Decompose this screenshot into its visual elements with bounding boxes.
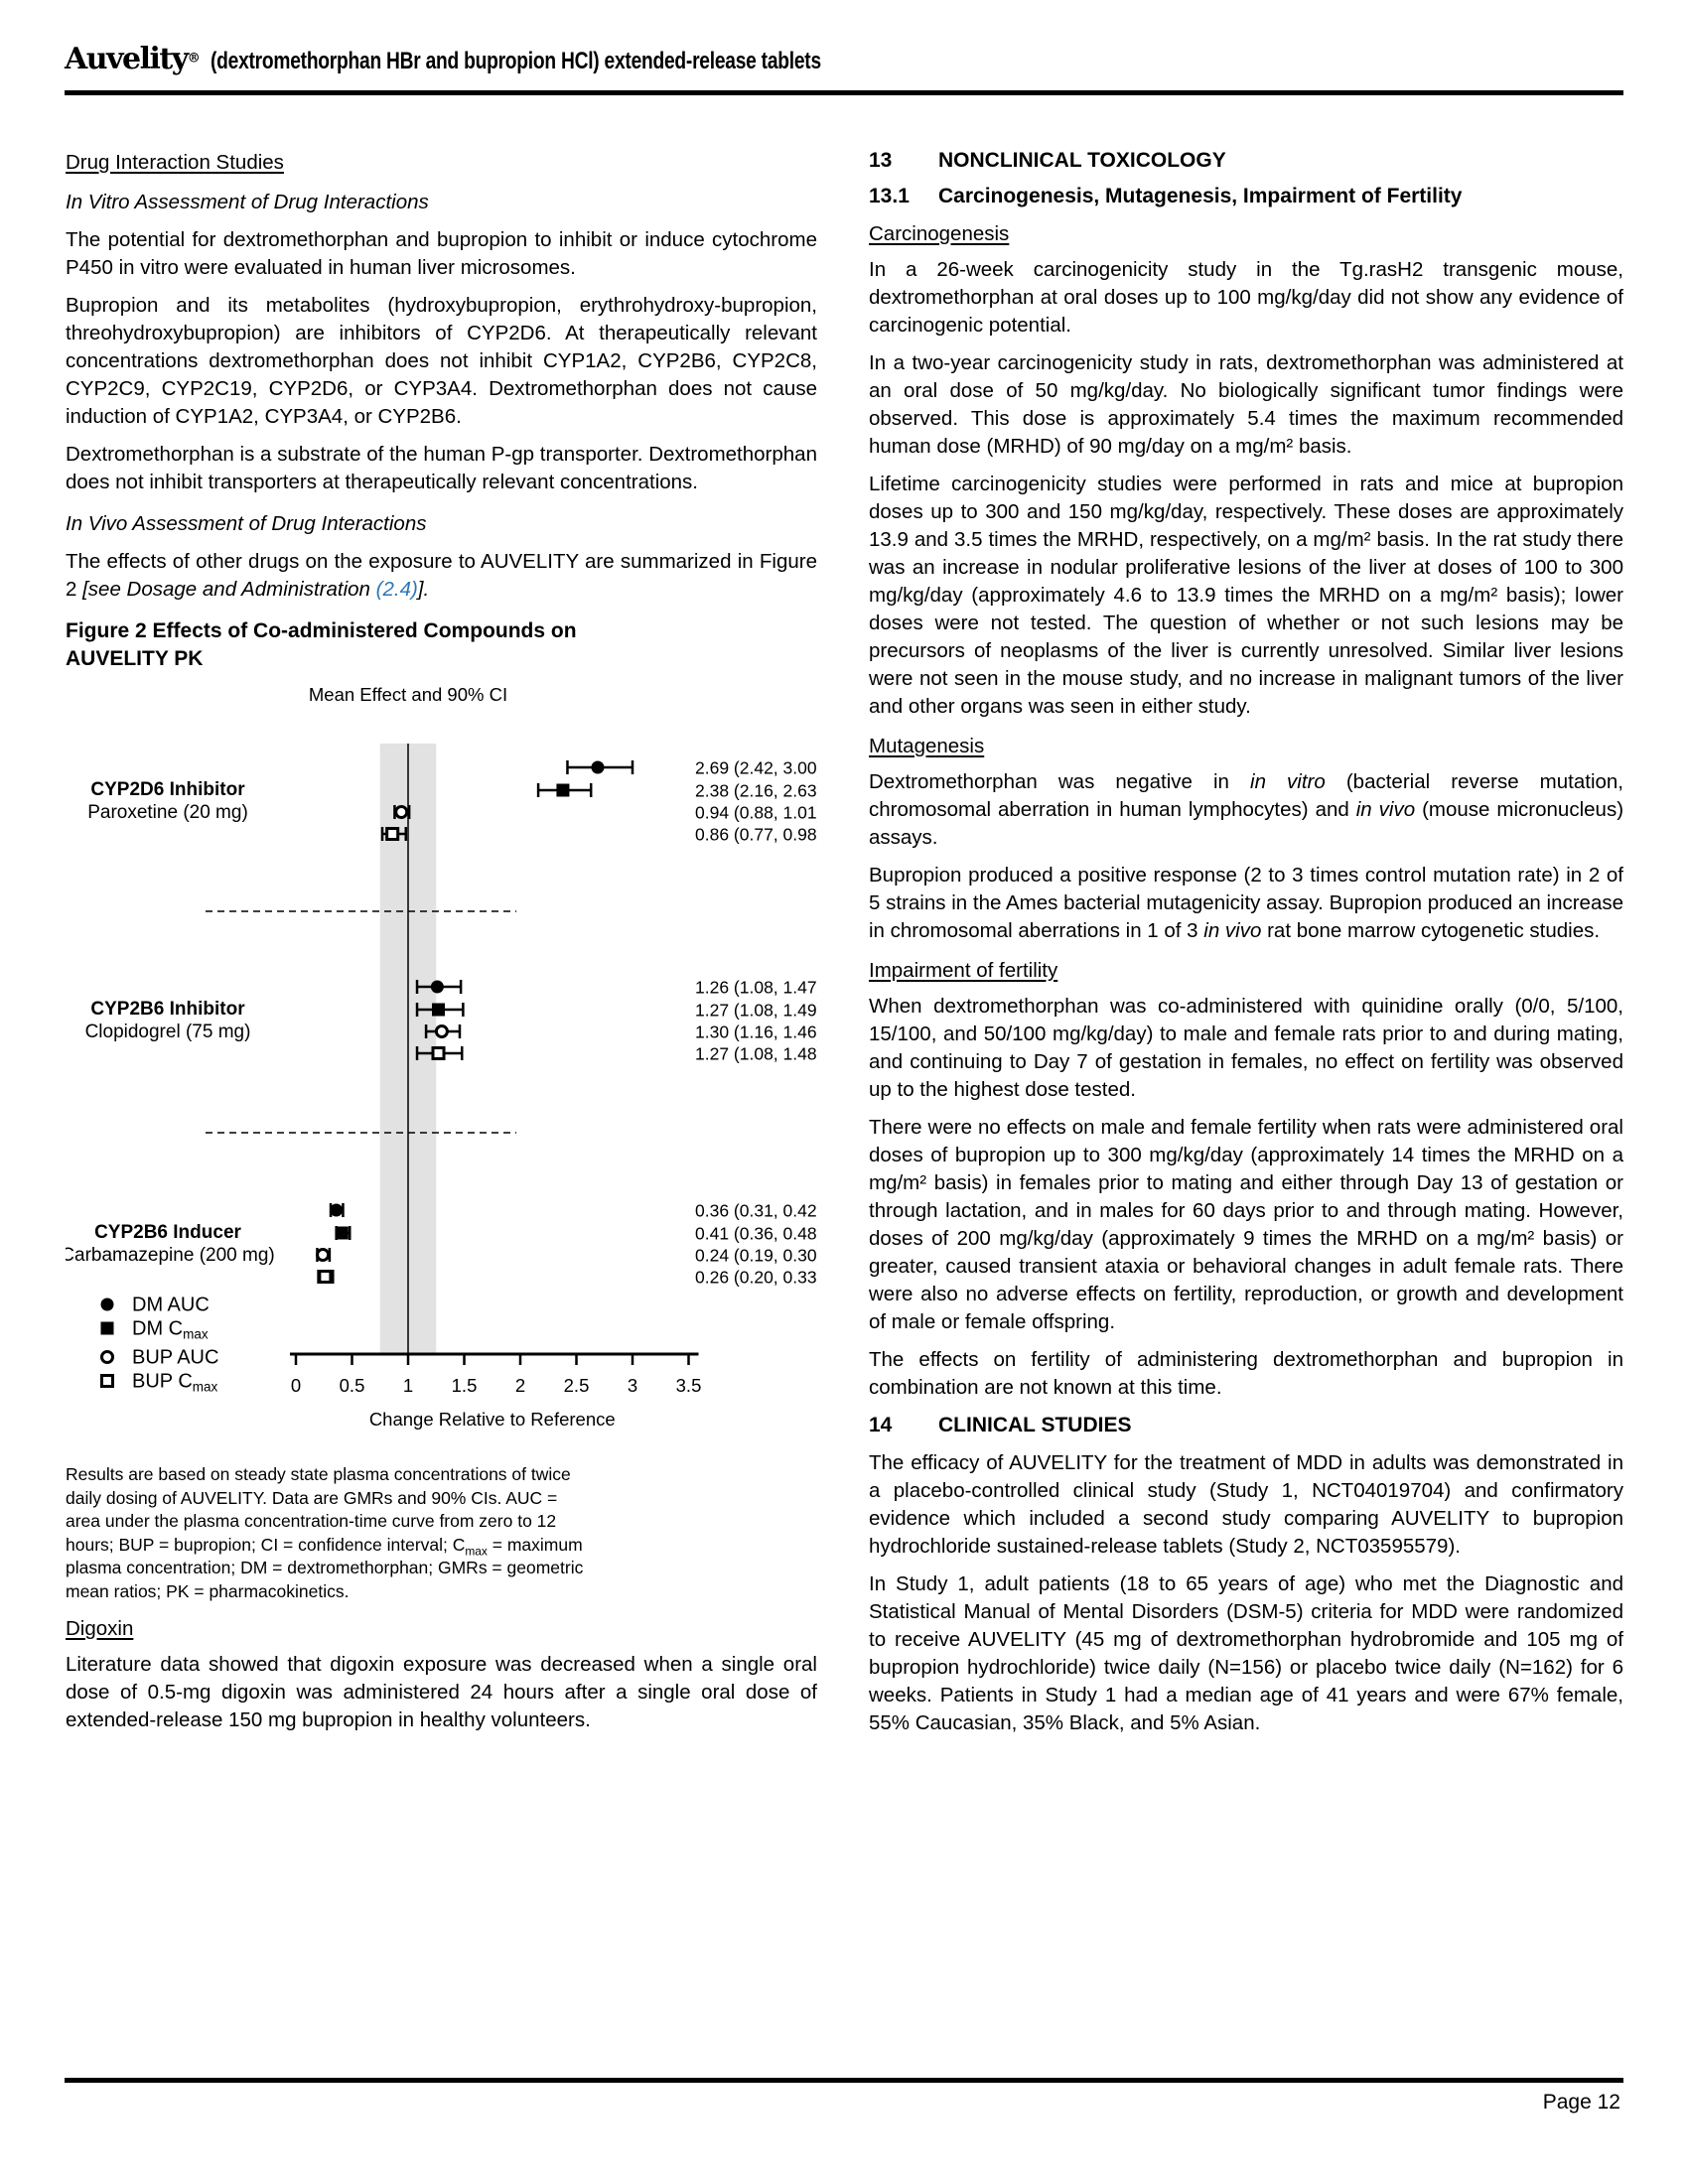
section-14-number: 14 bbox=[869, 1414, 893, 1436]
paragraph-figure2-reference: The effects of other drugs on the exposure to AUVELITY are summarized in Figure 2 [see Dosage and Administration (2.4)]. bbox=[66, 550, 817, 601]
svg-text:3.5: 3.5 bbox=[675, 1375, 702, 1396]
svg-text:0: 0 bbox=[290, 1375, 302, 1396]
paragraph-lifetime-studies: Lifetime carcinogenicity studies were performed in rats and mice at bupropion doses up to 300 and 150 mg/kg/day, respectively. These doses are approximately 13.9 and 3.5 times the MRHD, respectively, on a mg/m² basis. In the rat study there was an increase in nodular proliferative lesions of the liver at doses of 100 to 300 mg/kg/day (approximately 4.6 to 13.9 times the MRHD on a mg/m² basis); lower doses were not tested. The question of whether or not such lesions may be precursors of neoplasms of the liver is currently unresolved. Similar liver lesions were not seen in the mouse study, and no increase in malignant tumors of the liver and other organs was seen in either study. bbox=[869, 473, 1623, 718]
svg-text:Mean Effect and 90% CI: Mean Effect and 90% CI bbox=[308, 684, 508, 705]
svg-text:1.27 (1.08, 1.49): 1.27 (1.08, 1.49) bbox=[695, 1000, 817, 1021]
section-13-1-number: 13.1 bbox=[869, 185, 910, 207]
registered-trademark-mark: ® bbox=[187, 51, 201, 67]
svg-text:CYP2D6 Inhibitor: CYP2D6 Inhibitor bbox=[90, 779, 245, 800]
paragraph-efficacy: The efficacy of AUVELITY for the treatment of MDD in adults was demonstrated in a placebo-controlled clinical study (Study 1, NCT04019704) and confirmatory evidence which included a second study comparing AUVELITY to bupropion hydrochloride sustained-release tablets (Study 2, NCT03595579). bbox=[869, 1451, 1623, 1558]
svg-text:3: 3 bbox=[627, 1375, 638, 1396]
paragraph-26-week-study: In a 26-week carcinogenicity study in the Tg.rasH2 transgenic mouse, dextromethorphan at oral doses up to 100 mg/kg/day did not show any evidence of carcinogenic potential. bbox=[869, 258, 1623, 337]
two-column-body bbox=[66, 137, 1623, 1747]
section-13-1-title: Carcinogenesis, Mutagenesis, Impairment of Fertility bbox=[938, 185, 1463, 207]
paragraph-dextromethorphan-negative: Dextromethorphan was negative in in vitro (bacterial reverse mutation, chromosomal aberration in human lymphocytes) and in vivo (mouse micronucleus) assays. bbox=[869, 770, 1624, 849]
figure2-forest-plot bbox=[66, 681, 817, 1450]
brand-logo: Auvelity bbox=[65, 42, 188, 76]
svg-text:1.30 (1.16, 1.46): 1.30 (1.16, 1.46) bbox=[695, 1022, 817, 1042]
paragraph-quinidine-fertility: When dextromethorphan was co-administered with quinidine orally (0/0, 5/100, 15/100, and 50/100 mg/kg/day) to male and female rats prior to and during mating, and continuing to Day 7 of gestation in females, no effect on fertility was observed up to the highest dose tested. bbox=[869, 995, 1623, 1101]
svg-text:BUP Cmax: BUP $C_{max}$ bbox=[132, 1370, 218, 1395]
svg-text:1: 1 bbox=[402, 1375, 414, 1396]
heading-drug-interaction-studies: Drug Interaction Studies bbox=[66, 151, 284, 174]
svg-text:1.27 (1.08, 1.48): 1.27 (1.08, 1.48) bbox=[695, 1043, 817, 1064]
heading-mutagenesis: Mutagenesis bbox=[869, 735, 985, 757]
footer-rule bbox=[65, 2078, 1623, 2083]
paragraph-combination-fertility: The effects on fertility of administering dextromethorphan and bupropion in combination are not known at this time. bbox=[869, 1348, 1623, 1399]
svg-text:Change Relative to Reference: Change Relative to Reference bbox=[368, 1409, 616, 1430]
svg-text:Carbamazepine (200 mg): Carbamazepine (200 mg) bbox=[66, 1245, 275, 1266]
figure2-caption: Results are based on steady state plasma concentrations of twice daily dosing of AUVELITY. Data are GMRs and 90% CIs. AUC = area under the plasma concentration-time curve from zero to 12 hours; BUP = bupropion; CI = confidence interval; $C_{max}$ = maximum plasma concentration; DM = dextromethorphan; GMRs = geometric mean ratios; PK = pharmacokinetics. bbox=[66, 1464, 584, 1601]
paragraph-bupropion-metabolites: Bupropion and its metabolites (hydroxybupropion, erythrohydroxy-bupropion, threohydroxybupropion) are inhibitors of CYP2D6. At therapeutically relevant concentrations dextromethorphan does not inhibit CYP1A2, CYP2B6, CYP2C8, CYP2C9, CYP2C19, CYP2D6, or CYP3A4. Dextromethorphan does not cause induction of CYP1A2, CYP3A4, or CYP2B6. bbox=[66, 294, 817, 428]
section-13-number: 13 bbox=[869, 149, 893, 172]
svg-text:0.26 (0.20, 0.33): 0.26 (0.20, 0.33) bbox=[695, 1267, 817, 1288]
section-14-title: CLINICAL STUDIES bbox=[938, 1414, 1132, 1436]
svg-text:Clopidogrel (75 mg): Clopidogrel (75 mg) bbox=[84, 1022, 251, 1042]
svg-text:DM AUC: DM AUC bbox=[132, 1294, 210, 1316]
heading-impairment-of-fertility: Impairment of fertility bbox=[869, 959, 1058, 982]
svg-text:1.26 (1.08, 1.47): 1.26 (1.08, 1.47) bbox=[695, 977, 817, 998]
svg-text:0.86 (0.77, 0.98): 0.86 (0.77, 0.98) bbox=[695, 824, 817, 845]
paragraph-digoxin: Literature data showed that digoxin exposure was decreased when a single oral dose of 0.5-mg digoxin was administered 24 hours after a single oral dose of extended-release 150 mg bupropion in healthy volunteers. bbox=[66, 1653, 817, 1731]
heading-carcinogenesis: Carcinogenesis bbox=[869, 222, 1010, 245]
right-column bbox=[869, 137, 1623, 1747]
section-13-title: NONCLINICAL TOXICOLOGY bbox=[938, 149, 1226, 172]
figure2-chart bbox=[66, 681, 817, 1455]
paragraph-pgp-transporter: Dextromethorphan is a substrate of the human P-gp transporter. Dextromethorphan does not inhibit transporters at therapeutically relevant concentrations. bbox=[66, 443, 817, 493]
brand-subtitle: (dextromethorphan HBr and bupropion HCl) extended-release tablets bbox=[210, 48, 821, 74]
cross-reference-link-2-4[interactable]: (2.4) bbox=[375, 578, 418, 601]
svg-text:0.41 (0.36, 0.48): 0.41 (0.36, 0.48) bbox=[695, 1223, 817, 1244]
svg-text:BUP AUC: BUP AUC bbox=[132, 1346, 219, 1369]
svg-text:0.24 (0.19, 0.30): 0.24 (0.19, 0.30) bbox=[695, 1245, 817, 1266]
svg-text:0.94 (0.88, 1.01): 0.94 (0.88, 1.01) bbox=[695, 802, 817, 823]
svg-text:1.5: 1.5 bbox=[451, 1375, 478, 1396]
paragraph-two-year-study: In a two-year carcinogenicity study in rats, dextromethorphan was administered at an oral dose of 50 mg/kg/day. No biologically significant tumor findings were observed. This dose is approximately 5.4 times the maximum recommended human dose (MRHD) of 90 mg/day on a mg/m² basis. bbox=[869, 351, 1623, 458]
figure2-title: Figure 2 Effects of Co-administered Compounds on AUVELITY PK bbox=[66, 619, 577, 670]
svg-text:CYP2B6 Inducer: CYP2B6 Inducer bbox=[94, 1222, 241, 1243]
heading-in-vivo-assessment: In Vivo Assessment of Drug Interactions bbox=[66, 512, 427, 535]
section-13-1-heading bbox=[869, 185, 1623, 208]
page-number: Page 12 bbox=[1542, 2091, 1620, 2114]
svg-text:0.36 (0.31, 0.42): 0.36 (0.31, 0.42) bbox=[695, 1200, 817, 1221]
svg-text:0.5: 0.5 bbox=[339, 1375, 365, 1396]
paragraph-cyp450-potential: The potential for dextromethorphan and bupropion to inhibit or induce cytochrome P450 in vitro were evaluated in human liver microsomes. bbox=[66, 228, 817, 279]
svg-text:2.69 (2.42, 3.00): 2.69 (2.42, 3.00) bbox=[695, 757, 817, 778]
left-column bbox=[66, 137, 817, 1744]
paragraph-bupropion-positive: Bupropion produced a positive response (2 to 3 times control mutation rate) in 2 of 5 strains in the Ames bacterial mutagenicity assay. Bupropion produced an increase in chromosomal aberrations in 1 of 3 in vivo rat bone marrow cytogenetic studies. bbox=[869, 864, 1623, 942]
section-14-heading bbox=[869, 1414, 1623, 1437]
svg-text:2: 2 bbox=[514, 1375, 526, 1396]
section-13-heading bbox=[869, 149, 1623, 173]
svg-text:2.38 (2.16, 2.63): 2.38 (2.16, 2.63) bbox=[695, 780, 817, 801]
paragraph-study1: In Study 1, adult patients (18 to 65 years of age) who met the Diagnostic and Statistical Manual of Mental Disorders (DSM-5) criteria for MDD were randomized to receive AUVELITY (45 mg of dextromethorphan hydrobromide and 105 mg of bupropion hydrochloride) twice daily (N=156) or placebo twice daily (N=162) for 6 weeks. Patients in Study 1 had a median age of 41 years and were 67% female, 55% Caucasian, 35% Black, and 5% Asian. bbox=[869, 1572, 1623, 1734]
heading-in-vitro-assessment: In Vitro Assessment of Drug Interactions bbox=[66, 191, 429, 213]
heading-digoxin: Digoxin bbox=[66, 1617, 134, 1640]
paragraph-bupropion-fertility: There were no effects on male and female fertility when rats were administered oral doses of bupropion up to 300 mg/kg/day (approximately 14 times the MRHD on a mg/m² basis) in females prior to mating and either through Day 13 of gestation or through lactation, and in males for 60 days prior to and through mating. However, doses of 200 mg/kg/day (approximately 9 times the MRHD on a mg/m² basis) or greater, caused transient ataxia or behavioral changes in adult female rats. There were also no adverse effects on fertility, reproduction, or growth and development of male or female offspring. bbox=[869, 1116, 1623, 1333]
svg-text:Paroxetine (20 mg): Paroxetine (20 mg) bbox=[87, 802, 248, 823]
svg-text:DM Cmax: DM $C_{max}$ bbox=[132, 1317, 209, 1342]
page-header bbox=[65, 42, 1623, 95]
svg-text:CYP2B6 Inhibitor: CYP2B6 Inhibitor bbox=[90, 999, 245, 1020]
svg-text:2.5: 2.5 bbox=[563, 1375, 590, 1396]
